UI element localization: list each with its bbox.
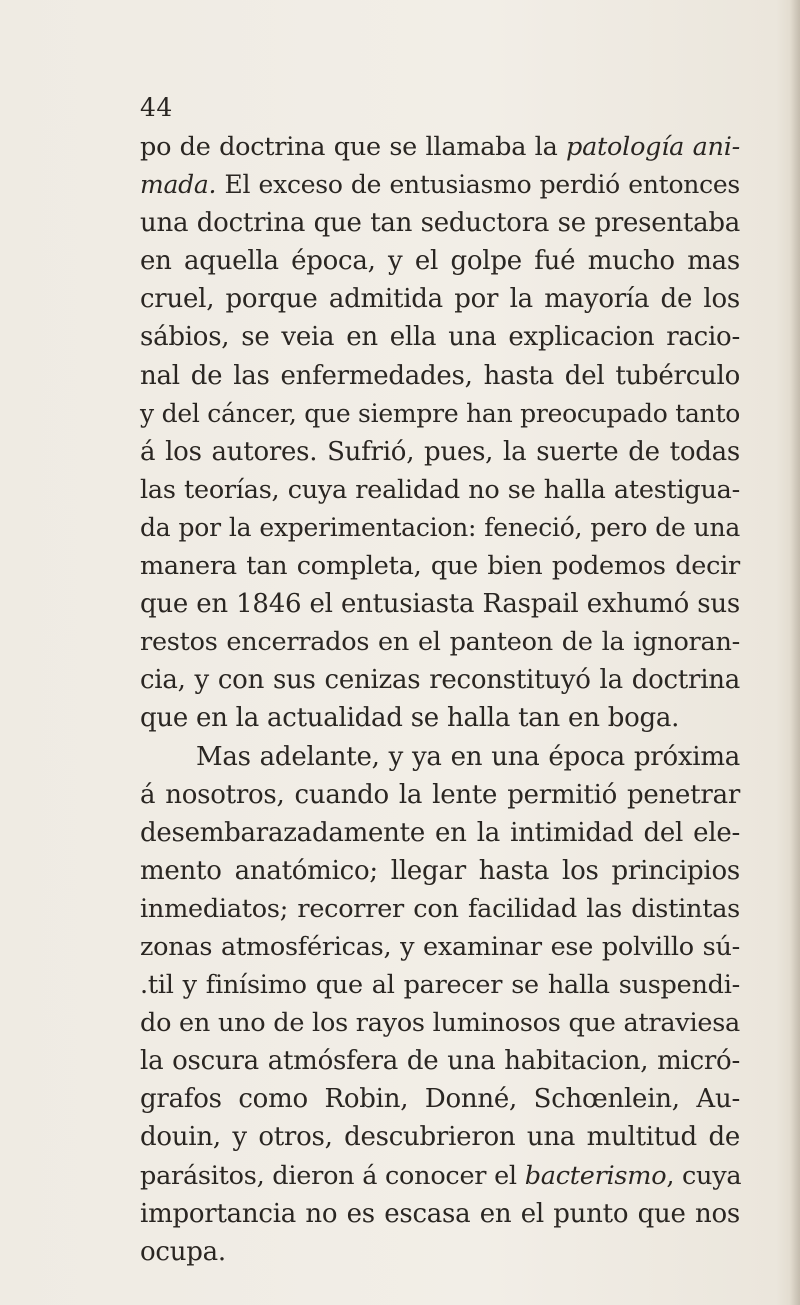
text-line (140, 166, 740, 204)
text-line (140, 1004, 740, 1042)
text-segment: en aquella época, y el golpe fué mucho mas (140, 246, 740, 277)
text-segment: po de doctrina que se llamaba la (140, 132, 567, 162)
text-line (140, 1118, 740, 1156)
text-line (140, 1195, 740, 1233)
text-line (140, 738, 740, 776)
text-segment: restos encerrados en el panteon de la ignoran- (140, 627, 740, 658)
text-line (140, 204, 740, 242)
text-segment: .til y finísimo que al parecer se halla suspendi- (140, 970, 740, 1001)
text-segment: importancia no es escasa en el punto que nos (140, 1198, 740, 1229)
text-segment: cruel, porque admitida por la mayoría de los (140, 284, 740, 315)
text-segment: do en uno de los rayos luminosos que atraviesa (140, 1008, 740, 1039)
text-line (140, 890, 740, 928)
text-line (140, 395, 740, 433)
text-line (140, 547, 740, 585)
text-segment: las teorías, cuya realidad no se halla atestigua- (140, 474, 740, 505)
text-segment: y del cáncer, que siempre han preocupado tanto (140, 398, 741, 428)
text-segment: nal de las enfermedades, hasta del tubérculo (140, 360, 740, 391)
text-segment: inmediatos; recorrer con facilidad las distintas (140, 893, 740, 924)
text-segment: que en 1846 el entusiasta Raspail exhumó sus (140, 589, 740, 620)
text-line (140, 318, 740, 356)
text-line (140, 471, 740, 509)
text-segment: una doctrina que tan seductora se presentaba (140, 208, 740, 239)
text-line (140, 852, 740, 890)
text-segment: , cuya (666, 1160, 742, 1191)
page-number: 44 (140, 93, 173, 122)
text-line (140, 433, 740, 471)
text-segment: á nosotros, cuando la lente permitió penetrar (140, 779, 740, 810)
text-segment: desembarazadamente en la intimidad del ele- (140, 817, 740, 848)
text-line (140, 509, 740, 547)
text-line (140, 242, 740, 280)
italic-term: bacterismo (524, 1160, 667, 1191)
text-segment: mento anatómico; llegar hasta los principios (140, 855, 740, 886)
text-line (140, 623, 740, 661)
text-line (140, 661, 740, 699)
text-segment: sábios, se veia en ella una explicacion racio- (140, 322, 740, 353)
text-segment: zonas atmosféricas, y examinar ese polvillo sú- (140, 931, 740, 962)
text-segment: á los autores. Sufrió, pues, la suerte de todas (140, 436, 740, 467)
text-segment: da por la experimentacion: feneció, pero de una (140, 512, 740, 542)
text-segment: la oscura atmósfera de una habitacion, micró- (140, 1046, 740, 1077)
text-segment: douin, y otros, descubrieron una multitud de (140, 1122, 740, 1153)
text-line (140, 1042, 740, 1080)
text-line (140, 1233, 740, 1271)
text-line (140, 1080, 740, 1118)
italic-term: patología ani- (566, 132, 740, 162)
text-line (140, 1157, 740, 1195)
text-line (140, 966, 740, 1004)
body-text (140, 128, 740, 1271)
text-segment: Mas adelante, y ya en una época próxima (196, 741, 740, 772)
text-segment: que en la actualidad se halla tan en boga. (140, 703, 680, 734)
text-line (140, 814, 740, 852)
text-line (140, 699, 740, 737)
page-edge-shadow (790, 0, 800, 1305)
text-segment: parásitos, dieron á conocer el (140, 1160, 525, 1191)
text-line (140, 280, 740, 318)
text-line (140, 357, 740, 395)
text-segment: ocupa. (140, 1236, 226, 1267)
text-line (140, 776, 740, 814)
text-line (140, 928, 740, 966)
italic-term: mada. (140, 170, 217, 200)
text-line (140, 585, 740, 623)
text-segment: El exceso de entusiasmo perdió entonces (216, 170, 740, 200)
text-line (140, 128, 740, 166)
text-segment: cia, y con sus cenizas reconstituyó la doctrina (140, 665, 740, 696)
text-segment: grafos como Robin, Donné, Schœnlein, Au- (140, 1084, 740, 1115)
text-segment: manera tan completa, que bien podemos decir (140, 551, 740, 582)
